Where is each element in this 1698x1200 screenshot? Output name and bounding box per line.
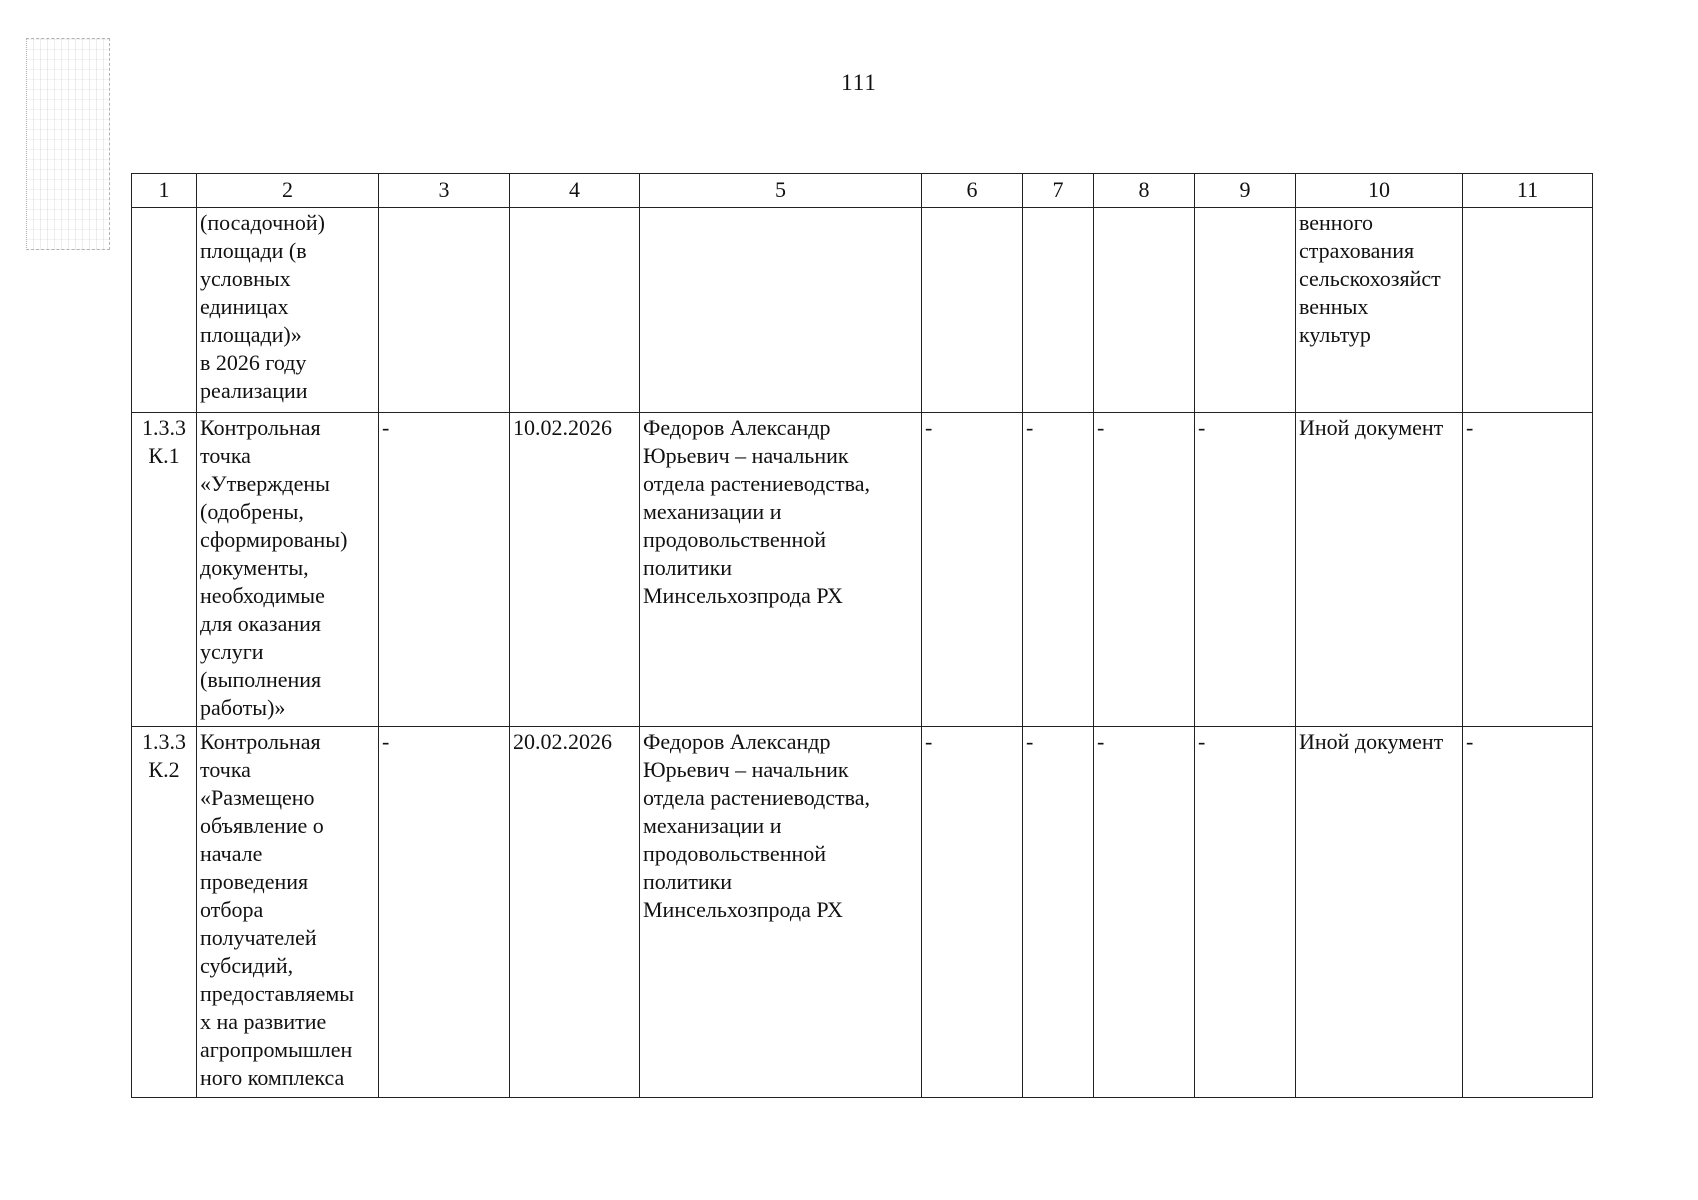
cell-col11 xyxy=(1463,208,1593,413)
table-row xyxy=(132,413,1593,727)
cell-col3: - xyxy=(379,727,510,1098)
cell-responsible xyxy=(640,208,922,413)
cell-document: венного страхования сельскохозяйст венных культур xyxy=(1296,208,1463,413)
header-row xyxy=(132,174,1593,208)
cell-col9: - xyxy=(1195,727,1296,1098)
column-header-10: 10 xyxy=(1296,174,1463,208)
cell-name: (посадочной) площади (в условных единицах площади)» в 2026 году реализации xyxy=(197,208,379,413)
cell-number: 1.3.3 К.2 xyxy=(132,727,197,1098)
plan-table xyxy=(131,173,1593,1098)
column-header-11: 11 xyxy=(1463,174,1593,208)
cell-document: Иной документ xyxy=(1296,727,1463,1098)
cell-name: Контрольная точка «Утверждены (одобрены, сформированы) документы, необходимые для оказания услуги (выполнения работы)» xyxy=(197,413,379,727)
column-header-7: 7 xyxy=(1023,174,1094,208)
cell-col11: - xyxy=(1463,413,1593,727)
cell-date: 20.02.2026 xyxy=(510,727,640,1098)
cell-responsible: Федоров Александр Юрьевич – начальник отдела растениеводства, механизации и продовольственной политики Минсельхозпрода РХ xyxy=(640,413,922,727)
cell-document: Иной документ xyxy=(1296,413,1463,727)
cell-col6 xyxy=(922,208,1023,413)
cell-col3 xyxy=(379,208,510,413)
cell-col11: - xyxy=(1463,727,1593,1098)
cell-col7 xyxy=(1023,208,1094,413)
cell-col8: - xyxy=(1094,413,1195,727)
cell-date: 10.02.2026 xyxy=(510,413,640,727)
cell-col7: - xyxy=(1023,413,1094,727)
cell-col9 xyxy=(1195,208,1296,413)
cell-col6: - xyxy=(922,413,1023,727)
cell-col9: - xyxy=(1195,413,1296,727)
cell-number: 1.3.3 К.1 xyxy=(132,413,197,727)
column-header-8: 8 xyxy=(1094,174,1195,208)
column-header-2: 2 xyxy=(197,174,379,208)
table-row xyxy=(132,208,1593,413)
column-header-5: 5 xyxy=(640,174,922,208)
page-number: 111 xyxy=(841,70,877,95)
cell-responsible: Федоров Александр Юрьевич – начальник отдела растениеводства, механизации и продовольственной политики Минсельхозпрода РХ xyxy=(640,727,922,1098)
table-row xyxy=(132,727,1593,1098)
cell-col3: - xyxy=(379,413,510,727)
cell-col6: - xyxy=(922,727,1023,1098)
column-header-1: 1 xyxy=(132,174,197,208)
column-header-4: 4 xyxy=(510,174,640,208)
column-header-6: 6 xyxy=(922,174,1023,208)
cell-number xyxy=(132,208,197,413)
cell-col8: - xyxy=(1094,727,1195,1098)
cell-name: Контрольная точка «Размещено объявление о начале проведения отбора получателей субсидий, предоставляемы х на развитие агропромышлен ного комплекса xyxy=(197,727,379,1098)
cell-date xyxy=(510,208,640,413)
cell-col8 xyxy=(1094,208,1195,413)
cell-col7: - xyxy=(1023,727,1094,1098)
column-header-9: 9 xyxy=(1195,174,1296,208)
column-header-3: 3 xyxy=(379,174,510,208)
